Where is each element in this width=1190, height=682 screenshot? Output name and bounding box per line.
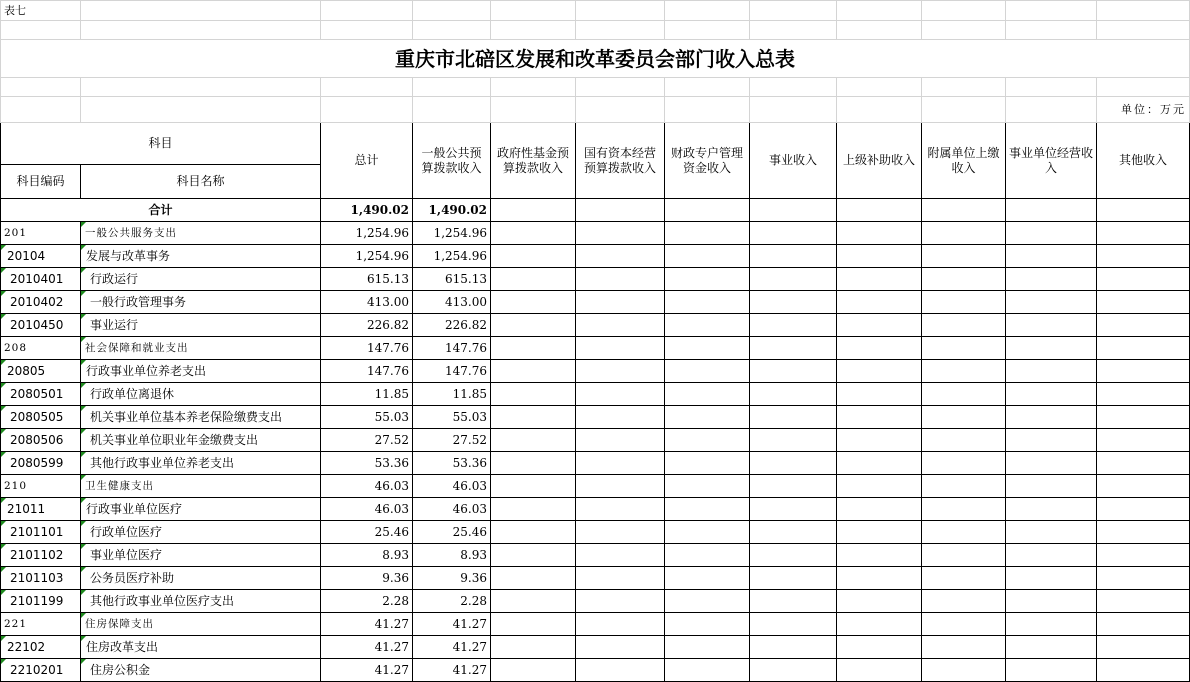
table-row	[1, 452, 1190, 475]
total-cell: 413.00	[321, 291, 413, 314]
general-budget-cell: 41.27	[413, 636, 491, 659]
subject-code-cell: 20805	[1, 360, 81, 383]
table-number-label: 表七	[1, 1, 81, 21]
total-cell: 55.03	[321, 406, 413, 429]
general-budget-cell: 1,254.96	[413, 245, 491, 268]
subject-code-cell: 2080501	[1, 383, 81, 406]
total-cell: 1,254.96	[321, 245, 413, 268]
subject-code-cell: 2080506	[1, 429, 81, 452]
general-budget-cell: 9.36	[413, 567, 491, 590]
general-budget-cell: 1,254.96	[413, 222, 491, 245]
total-cell: 41.27	[321, 636, 413, 659]
subject-code-cell: 2101101	[1, 521, 81, 544]
total-cell: 11.85	[321, 383, 413, 406]
general-budget-cell: 11.85	[413, 383, 491, 406]
general-budget-cell: 2.28	[413, 590, 491, 613]
table-row	[1, 360, 1190, 383]
subject-code-cell: 2101103	[1, 567, 81, 590]
header-subject: 科目	[1, 123, 321, 165]
subject-code-cell: 2080505	[1, 406, 81, 429]
subject-code-cell: 2210201	[1, 659, 81, 682]
data-rows	[1, 222, 1190, 682]
header-state-capital: 国有资本经营预算拨款收入	[576, 123, 665, 199]
table-row	[1, 268, 1190, 291]
subject-name-cell: 行政单位医疗	[81, 521, 321, 544]
total-cell: 1,254.96	[321, 222, 413, 245]
subject-code-cell: 2080599	[1, 452, 81, 475]
subject-name-cell: 行政单位离退休	[81, 383, 321, 406]
subject-name-cell: 公务员医疗补助	[81, 567, 321, 590]
subject-name-cell: 住房保障支出	[81, 613, 321, 636]
total-cell: 25.46	[321, 521, 413, 544]
subject-name-cell: 一般公共服务支出	[81, 222, 321, 245]
general-budget-cell: 147.76	[413, 360, 491, 383]
subject-name-cell: 机关事业单位基本养老保险缴费支出	[81, 406, 321, 429]
table-row	[1, 291, 1190, 314]
total-cell: 147.76	[321, 360, 413, 383]
subject-code-cell: 221	[1, 613, 81, 636]
general-budget-cell: 46.03	[413, 475, 491, 498]
table-row	[1, 222, 1190, 245]
total-cell: 2.28	[321, 590, 413, 613]
subject-code-cell: 22102	[1, 636, 81, 659]
header-total: 总计	[321, 123, 413, 199]
general-budget-cell: 25.46	[413, 521, 491, 544]
subject-name-cell: 住房改革支出	[81, 636, 321, 659]
table-row	[1, 245, 1190, 268]
subject-code-cell: 2010450	[1, 314, 81, 337]
subject-code-cell: 208	[1, 337, 81, 360]
subject-code-cell: 21011	[1, 498, 81, 521]
header-gov-fund: 政府性基金预算拨款收入	[491, 123, 576, 199]
header-subject-code: 科目编码	[1, 165, 81, 199]
header-operating-income: 事业单位经营收入	[1006, 123, 1097, 199]
subject-name-cell: 机关事业单位职业年金缴费支出	[81, 429, 321, 452]
total-cell: 46.03	[321, 475, 413, 498]
table-row	[1, 429, 1190, 452]
header-general-budget: 一般公共预算拨款收入	[413, 123, 491, 199]
subject-code-cell: 20104	[1, 245, 81, 268]
subject-name-cell: 行政事业单位医疗	[81, 498, 321, 521]
total-row	[1, 199, 1190, 222]
general-budget-cell: 615.13	[413, 268, 491, 291]
subject-name-cell: 其他行政事业单位医疗支出	[81, 590, 321, 613]
total-cell: 226.82	[321, 314, 413, 337]
subject-name-cell: 行政运行	[81, 268, 321, 291]
total-cell: 9.36	[321, 567, 413, 590]
general-budget-cell: 41.27	[413, 613, 491, 636]
table-row	[1, 314, 1190, 337]
general-budget-cell: 53.36	[413, 452, 491, 475]
general-budget-cell: 147.76	[413, 337, 491, 360]
table-row	[1, 544, 1190, 567]
header-subsidiary-remit: 附属单位上缴收入	[922, 123, 1006, 199]
subject-code-cell: 2010401	[1, 268, 81, 291]
general-budget-cell: 55.03	[413, 406, 491, 429]
subject-name-cell: 事业单位医疗	[81, 544, 321, 567]
unit-label: 单位：万元	[1097, 97, 1190, 123]
total-cell: 53.36	[321, 452, 413, 475]
total-sum: 1,490.02	[321, 199, 413, 222]
subject-code-cell: 201	[1, 222, 81, 245]
total-cell: 27.52	[321, 429, 413, 452]
subject-code-cell: 210	[1, 475, 81, 498]
table-row	[1, 521, 1190, 544]
general-budget-cell: 27.52	[413, 429, 491, 452]
general-budget-cell: 8.93	[413, 544, 491, 567]
header-other-income: 其他收入	[1097, 123, 1190, 199]
total-cell: 147.76	[321, 337, 413, 360]
general-budget-cell: 41.27	[413, 659, 491, 682]
header-superior-subsidy: 上级补助收入	[837, 123, 922, 199]
subject-name-cell: 住房公积金	[81, 659, 321, 682]
general-budget-cell: 226.82	[413, 314, 491, 337]
page-title: 重庆市北碚区发展和改革委员会部门收入总表	[1, 40, 1190, 78]
header-special-account: 财政专户管理资金收入	[665, 123, 750, 199]
subject-code-cell: 2010402	[1, 291, 81, 314]
table-row	[1, 659, 1190, 682]
total-cell: 46.03	[321, 498, 413, 521]
table-row	[1, 498, 1190, 521]
total-cell: 41.27	[321, 613, 413, 636]
table-row	[1, 383, 1190, 406]
general-budget-cell: 46.03	[413, 498, 491, 521]
subject-code-cell: 2101102	[1, 544, 81, 567]
subject-name-cell: 一般行政管理事务	[81, 291, 321, 314]
table-row	[1, 567, 1190, 590]
header-business-income: 事业收入	[750, 123, 837, 199]
table-row	[1, 636, 1190, 659]
table-row	[1, 406, 1190, 429]
table-row	[1, 590, 1190, 613]
table-row	[1, 475, 1190, 498]
header-subject-name: 科目名称	[81, 165, 321, 199]
subject-name-cell: 发展与改革事务	[81, 245, 321, 268]
table-row	[1, 337, 1190, 360]
total-label: 合计	[1, 199, 321, 222]
total-cell: 8.93	[321, 544, 413, 567]
subject-name-cell: 其他行政事业单位养老支出	[81, 452, 321, 475]
subject-name-cell: 社会保障和就业支出	[81, 337, 321, 360]
subject-code-cell: 2101199	[1, 590, 81, 613]
table-row	[1, 613, 1190, 636]
total-cell: 41.27	[321, 659, 413, 682]
total-cell: 615.13	[321, 268, 413, 291]
subject-name-cell: 事业运行	[81, 314, 321, 337]
general-budget-cell: 413.00	[413, 291, 491, 314]
subject-name-cell: 行政事业单位养老支出	[81, 360, 321, 383]
subject-name-cell: 卫生健康支出	[81, 475, 321, 498]
total-general-budget: 1,490.02	[413, 199, 491, 222]
